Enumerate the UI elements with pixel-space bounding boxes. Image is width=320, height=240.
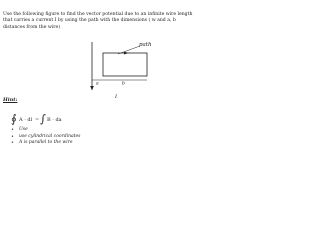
- path-rectangle: [103, 53, 147, 76]
- surface-integral-icon: ∫: [40, 112, 46, 126]
- hint-item: • A is parallel to the wire: [11, 140, 80, 147]
- contour-integral-icon: ∮: [11, 112, 17, 126]
- equation-lhs: A · dl: [19, 117, 33, 123]
- stokes-equation: [11, 112, 101, 126]
- dim-a-label: a: [96, 81, 99, 87]
- equation-rhs: B · da: [47, 117, 62, 123]
- path-direction-arrow: [124, 52, 129, 55]
- hint-title: Hint:: [3, 97, 18, 103]
- path-label: path: [139, 42, 152, 48]
- current-arrow: [90, 86, 94, 91]
- problem-statement: Use the following figure to find the vector potential due to an infinite wire length that carries a current I by using the path with the dimensions ( w and a, b distances from the wire): [3, 12, 193, 30]
- wire-path-diagram: [0, 0, 200, 100]
- equation-operator: =: [35, 117, 40, 123]
- hint-item: • Use: [11, 127, 80, 134]
- dim-b-label: b: [122, 81, 125, 87]
- current-label: I: [115, 94, 117, 100]
- hint-list: [11, 127, 80, 147]
- hint-item: • use cylindrical coordinates: [11, 134, 80, 141]
